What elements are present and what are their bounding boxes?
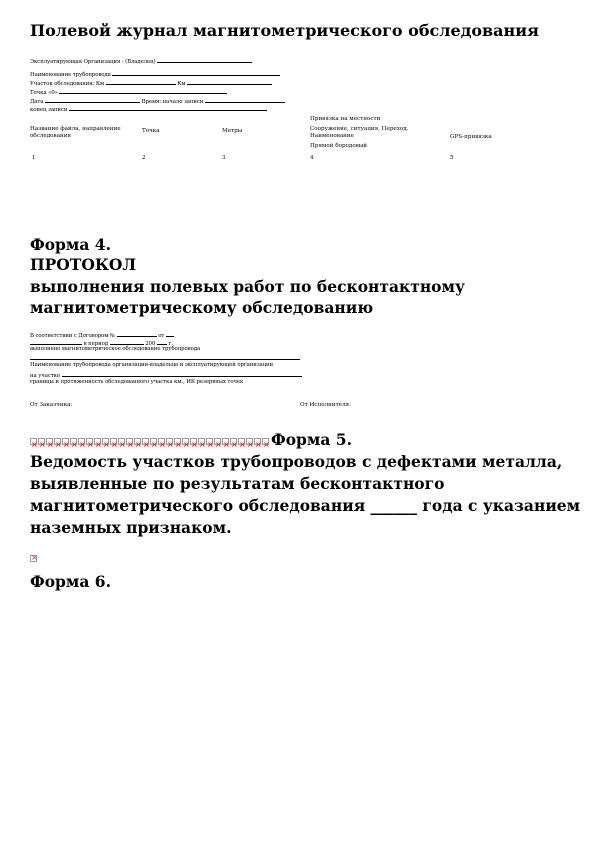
broken-image-icon [166, 438, 173, 445]
broken-image-icon [254, 438, 261, 445]
form4-boundaries-line: границы и протяженность обследованного участка км., ИК резервных точек [30, 379, 244, 385]
broken-image-icon [126, 438, 133, 445]
customer-signature-label: От Заказчика: [30, 402, 73, 408]
form5-label: Форма 5. [271, 430, 352, 449]
broken-image-icon [262, 438, 269, 445]
contractor-signature-label: От Исполнителя: [300, 402, 351, 408]
broken-image-icon [150, 438, 157, 445]
col-number-4: 4 [310, 155, 314, 161]
broken-image-icon [86, 438, 93, 445]
col-number-5: 5 [450, 155, 454, 161]
journal-date: Дата Время: начало записи [30, 96, 285, 106]
broken-image-icon [78, 438, 85, 445]
form4-subheading-line2: магнитометрическому обследованию [30, 298, 374, 317]
broken-image-strip [30, 438, 269, 445]
broken-image-icon [110, 438, 117, 445]
col4-subheader: Прямой бородовый [310, 143, 368, 149]
form4-period-line: в период 200 г. [30, 338, 173, 348]
journal-section: Участок обследования: Км Км [30, 78, 272, 88]
broken-image-icon [182, 438, 189, 445]
form6-label: Форма 6. [30, 572, 111, 591]
form4-section-line: на участке [30, 370, 302, 380]
broken-image-icon [214, 438, 221, 445]
col5-header: GPS-привязка [450, 134, 492, 140]
broken-image-icon [198, 438, 205, 445]
broken-image-icon [222, 438, 229, 445]
broken-image-icon [190, 438, 197, 445]
journal-end: конец записи [30, 104, 267, 114]
broken-image-icon [54, 438, 61, 445]
form5-line1: Ведомость участков трубопроводов с дефектами металла, [30, 452, 563, 471]
col-number-2: 2 [142, 155, 146, 161]
form4-owner-line: Наименование трубопровода организации-владельца и эксплуатирующей организации [30, 362, 274, 368]
broken-image-icon-glyph [30, 555, 37, 562]
col3-header: Метры [222, 128, 243, 134]
broken-image-icon [238, 438, 245, 445]
broken-image-icon [246, 438, 253, 445]
form4-survey-line: выполнено магнитометрическое обследование трубопровода [30, 346, 201, 352]
journal-org-line: Эксплуатирующая Организация - (Владелец) [30, 56, 252, 66]
col-number-1: 1 [32, 155, 36, 161]
col4-header: Сооружение, ситуация, Переход. Наименование [310, 126, 409, 139]
broken-image-icon [134, 438, 141, 445]
col2-header: Точка [142, 128, 160, 134]
form5-line2: выявленные по результатам бесконтактного [30, 474, 445, 493]
form4-contract-line: В соответствии с Договором № от [30, 330, 174, 340]
broken-image-icon [94, 438, 101, 445]
form5-line4: наземных признаком. [30, 518, 232, 537]
broken-image-icon [206, 438, 213, 445]
broken-image-icon [118, 438, 125, 445]
journal-pipeline-name: Наименование трубопровода [30, 69, 280, 79]
broken-image-icon [30, 438, 37, 445]
broken-image-icon [62, 438, 69, 445]
broken-image-icon [70, 438, 77, 445]
broken-image-icon [158, 438, 165, 445]
form5-line3: магнитометрического обследования ______ года с указанием [30, 496, 581, 515]
broken-image-icon [142, 438, 149, 445]
broken-image-icon [230, 438, 237, 445]
col1-header: Название файла, направление обследования [30, 126, 121, 139]
col-number-3: 3 [222, 155, 226, 161]
broken-image-icon [38, 438, 45, 445]
form5-label-row [30, 431, 352, 448]
broken-image-icon [174, 438, 181, 445]
broken-image-icon [46, 438, 53, 445]
broken-image-icon [30, 547, 37, 566]
broken-image-icon [102, 438, 109, 445]
journal-point: Точка «0» [30, 87, 227, 97]
form4-label: Форма 4. [30, 235, 111, 254]
terrain-header: Привязка на местности [310, 116, 381, 122]
form4-subheading-line1: выполнения полевых работ по бесконтактному [30, 277, 465, 296]
form4-heading: ПРОТОКОЛ [30, 255, 137, 274]
page-title: Полевой журнал магнитометрического обследования [30, 21, 539, 40]
